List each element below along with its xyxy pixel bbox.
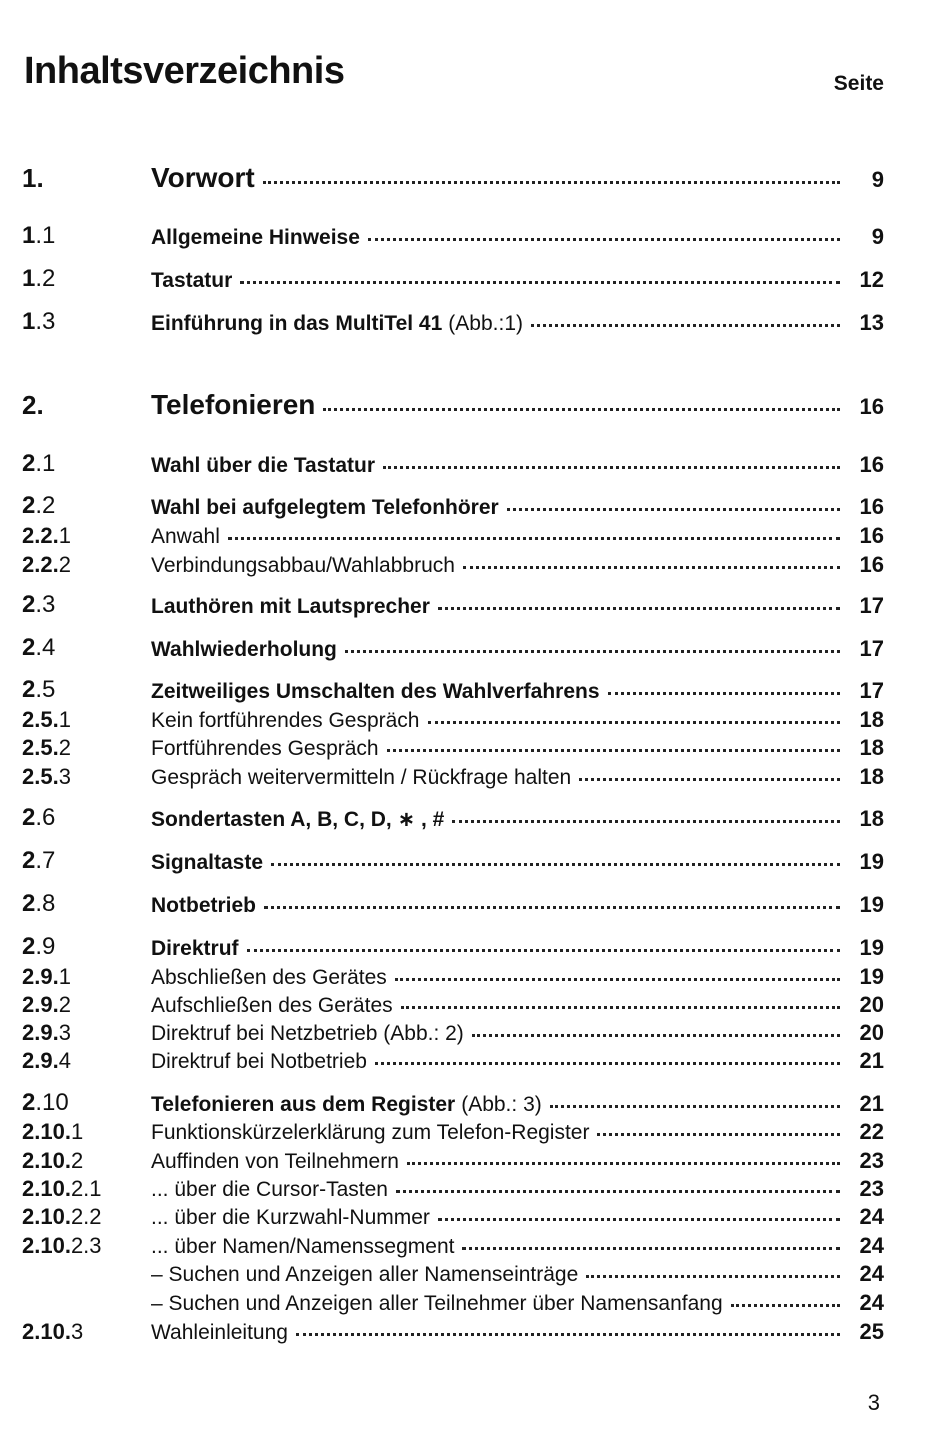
toc-entry-number-rest: .2: [35, 265, 56, 292]
toc-entry-number-rest: 1: [58, 523, 71, 548]
toc-dot-leader: [395, 978, 840, 981]
toc-entry-number-bold: 2: [22, 1089, 36, 1116]
toc-entry-number-bold: 2: [22, 492, 36, 519]
toc-entry-number-bold: 2: [22, 634, 36, 661]
toc-entry[interactable]: [0, 1046, 950, 1076]
toc-entry-number-rest: .3: [35, 308, 56, 335]
toc-entry-number-bold: 2.10.: [22, 1176, 71, 1201]
toc-entry-line: [151, 1319, 884, 1345]
toc-entry-number-bold: 2.9.: [22, 1020, 59, 1045]
toc-entry-line: [151, 593, 884, 619]
toc-entry-number-bold: 2.10.: [22, 1319, 71, 1344]
toc-entry-line: [151, 964, 884, 990]
toc-entry-line: [151, 552, 884, 578]
toc-entry-number-rest: 1: [58, 707, 71, 732]
toc-entry-number-rest: .2: [35, 492, 56, 519]
toc-entry-line: [151, 1233, 884, 1259]
toc-entry-number: [22, 450, 55, 478]
toc-entry-page: 17: [859, 678, 884, 703]
toc-entry-line: [151, 735, 884, 761]
toc-entry-number-rest: 2: [58, 552, 71, 577]
toc-entry-number: [22, 1233, 102, 1259]
toc-entry-number: [22, 1204, 102, 1230]
toc-entry-line: [151, 892, 884, 918]
toc-entry-number-rest: .5: [35, 676, 56, 703]
toc-entry-number: [22, 1148, 83, 1174]
toc-entry[interactable]: [0, 389, 950, 423]
toc-entry-page: 19: [859, 935, 884, 960]
toc-dot-leader: [264, 906, 840, 909]
toc-entry-title: Wahleinleitung: [151, 1321, 288, 1344]
toc-entry-number-rest: 1: [58, 964, 71, 989]
toc-entry-page: 19: [859, 849, 884, 874]
toc-entry-title: Direktruf: [151, 937, 239, 960]
toc-entry-number-rest: 2.3: [70, 1233, 102, 1258]
toc-entry-title: ... über die Cursor-Tasten: [151, 1178, 388, 1201]
toc-entry-number: [22, 222, 55, 250]
toc-entry[interactable]: [0, 591, 950, 621]
toc-entry-number-rest: .3: [35, 591, 56, 618]
toc-dot-leader: [428, 721, 841, 724]
toc-entry-title: Lauthören mit Lautsprecher: [151, 595, 430, 618]
toc-entry-number-rest: .10: [35, 1089, 69, 1116]
toc-entry-number-bold: 2: [22, 591, 36, 618]
toc-entry-number-bold: 1.: [22, 163, 44, 193]
toc-entry-page: 17: [859, 636, 884, 661]
toc-entry[interactable]: [0, 1202, 950, 1232]
toc-entry-page: 16: [859, 452, 884, 477]
toc-entry-number-bold: 2: [22, 676, 36, 703]
toc-dot-leader: [296, 1333, 840, 1336]
toc-entry-number: [22, 1319, 83, 1345]
toc-entry-title: Direktruf bei Netzbetrieb (Abb.: 2): [151, 1022, 464, 1045]
toc-entry-line: [151, 310, 884, 336]
toc-entry-title: Verbindungsabbau/Wahlabbruch: [151, 554, 455, 577]
toc-dot-leader: [401, 1006, 840, 1009]
toc-dot-leader: [323, 408, 840, 411]
toc-dot-leader: [438, 1218, 840, 1221]
toc-entry-number-bold: 2.10.: [22, 1148, 71, 1173]
toc-dot-leader: [462, 1247, 840, 1250]
toc-entry-page: 9: [871, 167, 884, 192]
toc-entry[interactable]: [0, 492, 950, 522]
toc-entry-number: [22, 1089, 69, 1117]
toc-entry-page: 17: [859, 593, 884, 618]
toc-entry-page: 21: [859, 1091, 884, 1116]
toc-entry-line: [151, 1261, 884, 1287]
toc-entry[interactable]: [0, 733, 950, 763]
toc-entry-line: [151, 1048, 884, 1074]
toc-entry-line: [151, 494, 884, 520]
toc-entry-page: 16: [859, 494, 884, 519]
toc-entry-title: Direktruf bei Notbetrieb: [151, 1050, 367, 1073]
toc-entry-number: [22, 634, 55, 662]
toc-entry-title: Abschließen des Gerätes: [151, 966, 387, 989]
toc-dot-leader: [368, 238, 840, 241]
toc-entry-title: Fortführendes Gespräch: [151, 737, 379, 760]
toc-entry-number: [22, 523, 71, 549]
toc-entry-title: Einführung in das MultiTel 41: [151, 312, 443, 335]
toc-entry[interactable]: [0, 804, 950, 834]
toc-dot-leader: [407, 1162, 840, 1165]
toc-entry-title: Telefonieren aus dem Register: [151, 1093, 456, 1116]
toc-entry-page: 12: [859, 267, 884, 292]
toc-entry-number-rest: 2.2: [70, 1204, 102, 1229]
toc-entry-page: 9: [871, 224, 884, 249]
toc-entry-number: [22, 265, 55, 293]
toc-entry-number-bold: 2.: [22, 390, 44, 420]
toc-entry-number: [22, 964, 71, 990]
toc-dot-leader: [452, 820, 840, 823]
toc-entry-number-bold: 2.9.: [22, 964, 59, 989]
toc-entry[interactable]: [0, 962, 950, 992]
toc-entry-page: 13: [859, 310, 884, 335]
toc-entry-number: [22, 933, 55, 961]
toc-entry-number: [22, 707, 71, 733]
toc-entry[interactable]: [0, 634, 950, 664]
toc-entry-page: 22: [859, 1119, 884, 1144]
toc-entry-number-bold: 2.10.: [22, 1204, 71, 1229]
toc-entry-number-rest: 1: [70, 1119, 84, 1144]
toc-entry-line: [151, 636, 884, 662]
toc-entry-number: [22, 847, 55, 875]
toc-entry-page: 16: [859, 394, 884, 419]
toc-entry-number: [22, 1048, 71, 1074]
toc-entry-page: 23: [859, 1176, 884, 1201]
toc-entry-number-bold: 2.5.: [22, 735, 59, 760]
toc-entry-number: [22, 390, 44, 421]
toc-entry-title: Telefonieren: [151, 389, 316, 420]
toc-entry[interactable]: [0, 265, 950, 295]
toc-entry-page: 24: [859, 1261, 884, 1286]
toc-entry-number-bold: 2: [22, 933, 36, 960]
toc-entry-title: Anwahl: [151, 525, 220, 548]
toc-entry-line: [151, 849, 884, 875]
toc-entry[interactable]: [0, 1317, 950, 1347]
toc-entry-number: [22, 1119, 83, 1145]
toc-entry-figure-ref: (Abb.: 3): [461, 1093, 542, 1116]
toc-entry-page: 24: [859, 1204, 884, 1229]
toc-entry-number-bold: 2.2.: [22, 552, 59, 577]
toc-entry-number-rest: 2: [58, 735, 71, 760]
toc-dot-leader: [387, 749, 840, 752]
toc-entry-number-bold: 2: [22, 847, 36, 874]
toc-dot-leader: [247, 949, 840, 952]
toc-dot-leader: [375, 1062, 840, 1065]
toc-entry-line: [151, 707, 884, 733]
toc-entry[interactable]: [0, 847, 950, 877]
toc-entry[interactable]: [0, 162, 950, 196]
toc-entry-number: [22, 308, 55, 336]
toc-entry-page: 19: [859, 892, 884, 917]
toc-entry-line: [151, 523, 884, 549]
toc-entry-number-rest: 4: [58, 1048, 71, 1073]
toc-entry-line: [151, 267, 884, 293]
toc-entry-number-rest: 3: [58, 1020, 71, 1045]
toc-entry[interactable]: [0, 933, 950, 963]
toc-entry[interactable]: [0, 1288, 950, 1318]
toc-entry-page: 24: [859, 1290, 884, 1315]
toc-entry-title: ... über Namen/Namenssegment: [151, 1235, 455, 1258]
toc-entry-page: 18: [859, 735, 884, 760]
toc-entry-line: [151, 1148, 884, 1174]
toc-entry-line: [151, 678, 884, 704]
toc-entry-number-bold: 2.2.: [22, 523, 59, 548]
toc-entry-number-bold: 1: [22, 308, 36, 335]
toc-entry[interactable]: [0, 450, 950, 480]
toc-entry-number-rest: .9: [35, 933, 56, 960]
toc-entry-line: [151, 1020, 884, 1046]
toc-entry[interactable]: [0, 1089, 950, 1119]
toc-entry-number-rest: .7: [35, 847, 56, 874]
toc-entry-title: Auffinden von Teilnehmern: [151, 1150, 399, 1173]
toc-entry[interactable]: [0, 550, 950, 580]
toc-entry-number-rest: 3: [70, 1319, 84, 1344]
toc-entry-title: Gespräch weitervermitteln / Rückfrage halten: [151, 766, 572, 789]
toc-entry-number-rest: 2: [58, 992, 71, 1017]
toc-entry-number-rest: .4: [35, 634, 56, 661]
toc-entry[interactable]: [0, 308, 950, 338]
toc-entry-page: 23: [859, 1148, 884, 1173]
toc-dot-leader: [383, 466, 840, 469]
toc-entry-number-bold: 1: [22, 265, 36, 292]
toc-entry-line: [151, 764, 884, 790]
toc-dot-leader: [240, 281, 840, 284]
toc-entry[interactable]: [0, 1259, 950, 1289]
toc-entry-number-rest: .1: [35, 222, 56, 249]
toc-entry-title: Tastatur: [151, 269, 233, 292]
toc-dot-leader: [608, 692, 840, 695]
toc-dot-leader: [345, 650, 840, 653]
toc-dot-leader: [228, 537, 840, 540]
toc-dot-leader: [507, 508, 840, 511]
toc-entry-title: Allgemeine Hinweise: [151, 226, 360, 249]
toc-entry-title: Wahl über die Tastatur: [151, 454, 376, 477]
toc-entry-number-bold: 2.10.: [22, 1233, 71, 1258]
toc-dot-leader: [271, 863, 840, 866]
toc-entry-number-bold: 2.5.: [22, 707, 59, 732]
toc-entry-title: Signaltaste: [151, 851, 264, 874]
toc-dot-leader: [597, 1133, 840, 1136]
toc-entry-number: [22, 552, 71, 578]
toc-dot-leader: [586, 1275, 840, 1278]
toc-entry-number: [22, 890, 55, 918]
toc-dot-leader: [472, 1034, 840, 1037]
toc-entry[interactable]: [0, 676, 950, 706]
toc-entry-title: Wahl bei aufgelegtem Telefonhörer: [151, 496, 499, 519]
toc-entry-number: [22, 992, 71, 1018]
toc-entry-number-bold: 2.9.: [22, 992, 59, 1017]
toc-entry-number: [22, 676, 55, 704]
toc-entry[interactable]: [0, 762, 950, 792]
toc-entry-number: [22, 1020, 71, 1046]
toc-entry-number-bold: 2.10.: [22, 1119, 71, 1144]
toc-dot-leader: [731, 1304, 840, 1307]
toc-entry-title: Wahlwiederholung: [151, 638, 337, 661]
toc-entry-page: 16: [859, 552, 884, 577]
toc-entry-title: – Suchen und Anzeigen aller Namenseinträge: [151, 1263, 579, 1286]
toc-dot-leader: [263, 181, 840, 184]
toc-entry[interactable]: [0, 990, 950, 1020]
toc-entry-title: Sondertasten A, B, C, D, ∗ , #: [151, 808, 445, 831]
toc-entry-line: [151, 452, 884, 478]
toc-entry-line: [151, 389, 884, 421]
toc-entry-number-bold: 1: [22, 222, 36, 249]
toc-entry-number-bold: 2: [22, 804, 36, 831]
toc-entry-page: 18: [859, 764, 884, 789]
toc-entry-title: Funktionskürzelerklärung zum Telefon-Register: [151, 1121, 590, 1144]
toc-entry-number: [22, 764, 71, 790]
toc-entry[interactable]: [0, 1174, 950, 1204]
toc-entry-page: 25: [859, 1319, 884, 1344]
toc-entry-title: Kein fortführendes Gespräch: [151, 709, 420, 732]
toc-entry[interactable]: [0, 1117, 950, 1147]
toc-entry-page: 21: [859, 1048, 884, 1073]
toc-entry-number-bold: 2.9.: [22, 1048, 59, 1073]
toc-entry-page: 20: [859, 1020, 884, 1045]
toc-entry-number: [22, 591, 55, 619]
toc-dot-leader: [531, 324, 840, 327]
toc-entry-title: – Suchen und Anzeigen aller Teilnehmer über Namensanfang: [151, 1292, 723, 1315]
toc-entry-title: Zeitweiliges Umschalten des Wahlverfahrens: [151, 680, 600, 703]
toc-entry-number: [22, 492, 55, 520]
toc-entry-number-rest: 2.1: [70, 1176, 102, 1201]
toc-entry-line: [151, 1176, 884, 1202]
toc-dot-leader: [438, 607, 840, 610]
toc-entry[interactable]: [0, 1146, 950, 1176]
toc-entry-line: [151, 1204, 884, 1230]
toc-entry-number-bold: 2.5.: [22, 764, 59, 789]
page-column-label: Seite: [833, 72, 884, 95]
toc-entry-line: [151, 162, 884, 194]
toc-entry-number-rest: .6: [35, 804, 56, 831]
toc-entry[interactable]: [0, 222, 950, 252]
toc-entry-number-rest: .1: [35, 450, 56, 477]
toc-entry-number: [22, 735, 71, 761]
toc-entry[interactable]: [0, 705, 950, 735]
toc-dot-leader: [463, 566, 840, 569]
toc-entry-page: 18: [859, 806, 884, 831]
toc-entry[interactable]: [0, 890, 950, 920]
toc-entry-page: 16: [859, 523, 884, 548]
footer-page-number: 3: [867, 1390, 880, 1415]
toc-entry-number-rest: 3: [58, 764, 71, 789]
toc-entry-number: [22, 1176, 102, 1202]
toc-entry-number-rest: .8: [35, 890, 56, 917]
toc-entry-title: Vorwort: [151, 162, 255, 193]
toc-entry-number-rest: 2: [70, 1148, 84, 1173]
toc-entry[interactable]: [0, 1018, 950, 1048]
toc-entry-page: 18: [859, 707, 884, 732]
toc-entry-figure-ref: (Abb.:1): [448, 312, 523, 335]
toc-entry-page: 19: [859, 964, 884, 989]
toc-entry-number-bold: 2: [22, 890, 36, 917]
toc-entry-page: 24: [859, 1233, 884, 1258]
toc-entry-title: Notbetrieb: [151, 894, 256, 917]
toc-entry-line: [151, 224, 884, 250]
toc-entry-line: [151, 935, 884, 961]
toc-dot-leader: [579, 778, 840, 781]
toc-entry-line: [151, 1091, 884, 1117]
toc-entry-line: [151, 806, 884, 832]
toc-entry[interactable]: [0, 1231, 950, 1261]
toc-entry-number: [22, 163, 44, 194]
toc-entry-title: ... über die Kurzwahl-Nummer: [151, 1206, 430, 1229]
toc-entry[interactable]: [0, 521, 950, 551]
toc-dot-leader: [550, 1105, 840, 1108]
toc-entry-title: Aufschließen des Gerätes: [151, 994, 393, 1017]
toc-entry-line: [151, 1119, 884, 1145]
toc-entry-line: [151, 1290, 884, 1316]
toc-entry-line: [151, 992, 884, 1018]
toc-dot-leader: [396, 1190, 840, 1193]
toc-entry-number: [22, 804, 55, 832]
page-title: Inhaltsverzeichnis: [24, 50, 345, 92]
toc-entry-number-bold: 2: [22, 450, 36, 477]
toc-entry-page: 20: [859, 992, 884, 1017]
